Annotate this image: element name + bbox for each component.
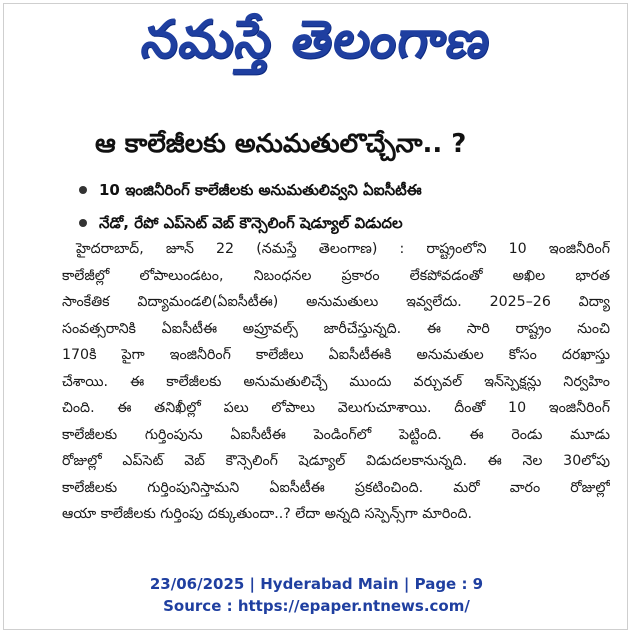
clipping-footer: [0, 573, 633, 617]
body-line: చింది. ఈ తనిఖీల్లో పలు లోపాలు వెలుగుచూశాయి. దీంతో 10 ఇంజినీరింగ్: [62, 400, 610, 416]
body-line: కాలేజీలకు గుర్తింపునిస్తామని ఏఐసీటీఈ ప్రకటించింది. మరో వారం రోజుల్లో: [62, 479, 610, 496]
article-headline: ఆ కాలేజీలకు అనుమతులొచ్చేనా.. ?: [95, 129, 467, 159]
body-line: హైదరాబాద్, జూన్ 22 (నమస్తే తెలంగాణ) : రాష్ట్రంలోని 10 ఇంజినీరింగ్: [76, 241, 610, 257]
bullet-dot-icon: [79, 186, 87, 194]
body-line: రోజుల్లో ఎప్‌సెట్ వెబ్ కౌన్సెలింగ్ షెడ్యూల్ విడుదలకానున్నది. ఈ నెల 30లోపు: [62, 453, 610, 469]
body-line: సాంకేతిక విద్యామండలి(ఏఐసీటీఈ) అనుమతులు ఇవ్వలేదు. 2025–26 విద్యా: [62, 294, 610, 310]
body-line: 170కి పైగా ఇంజినీరింగ్ కాలేజీలు ఏఐసీటీఈకి అనుమతుల కోసం దరఖాస్తు: [62, 347, 610, 363]
body-line: కాలేజీలకు గుర్తింపును ఏఐసీటీఈ పెండింగ్‌లో పెట్టింది. ఈ రెండు మూడు: [62, 426, 610, 443]
newspaper-masthead: [0, 6, 633, 74]
highlight-text: 10 ఇంజినీరింగ్ కాలేజీలకు అనుమతులివ్వని ఏఐసీటీఈ: [99, 181, 422, 199]
body-line: చేశాయి. ఈ కాలేజీలకు అనుమతులిచ్చే ముందు వర్చువల్ ఇన్‌స్పెక్షన్లు నిర్వహిం: [62, 373, 610, 390]
body-line: కాలేజీల్లో లోపాలుండటం, నిబంధనల ప్రకారం లేకపోవడంతో అఖిల భారత: [62, 267, 610, 284]
highlight-item: [75, 174, 615, 207]
bullet-dot-icon: [79, 219, 87, 227]
source-link[interactable]: Source : https://epaper.ntnews.com/: [163, 597, 470, 615]
body-line: ఆయా కాలేజీలకు గుర్తింపు దక్కుతుందా..? లేదా అన్నది సస్పెన్స్‌గా మారింది.: [62, 506, 472, 522]
masthead-title: నమస్తే తెలంగాణ: [137, 10, 496, 70]
body-line: సంవత్సరానికి ఏఐసీటీఈ అప్రూవల్స్ జారీచేస్తున్నది. ఈ సారి రాష్ట్రం నుంచి: [62, 320, 610, 337]
article-highlights: [75, 174, 615, 240]
article-body: [62, 236, 610, 528]
highlight-text: నేడో, రేపో ఎప్‌సెట్ వెబ్ కౌన్సెలింగ్ షెడ్యూల్ విడుదల: [99, 214, 403, 232]
publication-info: 23/06/2025 | Hyderabad Main | Page : 9: [149, 575, 484, 593]
